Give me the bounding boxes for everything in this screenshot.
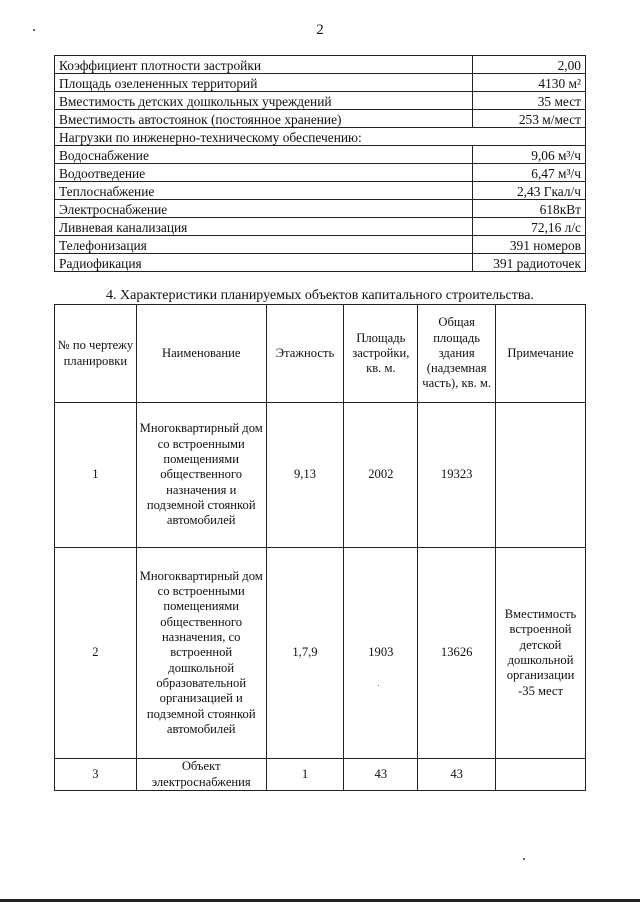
cell-number: 2	[55, 548, 137, 759]
table-row	[55, 56, 586, 74]
param-label: Вместимость детских дошкольных учреждений	[55, 92, 473, 110]
param-value: 2,43 Гкал/ч	[473, 182, 586, 200]
cell-footprint: 2002	[344, 403, 418, 548]
param-value: 391 номеров	[473, 236, 586, 254]
table-row	[55, 146, 586, 164]
param-label: Ливневая канализация	[55, 218, 473, 236]
cell-total-area: 43	[418, 759, 496, 791]
param-label: Радиофикация	[55, 254, 473, 272]
table-row	[55, 254, 586, 272]
cell-name: Объект электроснабжения	[136, 759, 266, 791]
scan-speck	[523, 858, 525, 860]
table-row	[55, 759, 586, 791]
objects-table	[54, 304, 586, 791]
table-header-row	[55, 305, 586, 403]
cell-name: Многоквартирный дом со встроенными помещениями общественного назначения, со встроенной дошкольной образовательной организацией и подземной стоянкой автомобилей	[136, 548, 266, 759]
param-value: 4130 м²	[473, 74, 586, 92]
column-header-number: № по чертежу планировки	[55, 305, 137, 403]
cell-number: 3	[55, 759, 137, 791]
table-row	[55, 403, 586, 548]
cell-note	[496, 759, 586, 791]
param-label: Водоотведение	[55, 164, 473, 182]
param-label: Вместимость автостоянок (постоянное хранение)	[55, 110, 473, 128]
page-number: 2	[316, 22, 324, 38]
param-value: 618кВт	[473, 200, 586, 218]
cell-number: 1	[55, 403, 137, 548]
param-label: Площадь озелененных территорий	[55, 74, 473, 92]
section-heading: 4. Характеристики планируемых объектов капитального строительства.	[106, 288, 534, 303]
column-header-note: Примечание	[496, 305, 586, 403]
table-row	[55, 218, 586, 236]
scan-speck	[33, 29, 35, 31]
param-value: 253 м/мест	[473, 110, 586, 128]
param-value: 9,06 м³/ч	[473, 146, 586, 164]
parameters-table	[54, 55, 586, 272]
table-row	[55, 200, 586, 218]
param-value: 35 мест	[473, 92, 586, 110]
column-header-floors: Этажность	[266, 305, 344, 403]
cell-footprint: 43	[344, 759, 418, 791]
param-group-label: Нагрузки по инженерно-техническому обеспечению:	[55, 128, 586, 146]
table-row	[55, 128, 586, 146]
table-row	[55, 164, 586, 182]
param-label: Теплоснабжение	[55, 182, 473, 200]
param-value: 72,16 л/с	[473, 218, 586, 236]
table-row	[55, 182, 586, 200]
param-value: 391 радиоточек	[473, 254, 586, 272]
cell-name: Многоквартирный дом со встроенными помещениями общественного назначения и подземной стоянкой автомобилей	[136, 403, 266, 548]
cell-floors: 1,7,9	[266, 548, 344, 759]
scan-edge-line	[0, 899, 640, 902]
param-label: Телефонизация	[55, 236, 473, 254]
table-row	[55, 110, 586, 128]
cell-note	[496, 403, 586, 548]
cell-floors: 9,13	[266, 403, 344, 548]
table-row	[55, 74, 586, 92]
param-label: Водоснабжение	[55, 146, 473, 164]
cell-floors: 1	[266, 759, 344, 791]
param-value: 6,47 м³/ч	[473, 164, 586, 182]
table-row	[55, 92, 586, 110]
cell-total-area: 19323	[418, 403, 496, 548]
param-label: Электроснабжение	[55, 200, 473, 218]
table-row	[55, 548, 586, 759]
table-row	[55, 236, 586, 254]
cell-total-area: 13626	[418, 548, 496, 759]
param-label: Коэффициент плотности застройки	[55, 56, 473, 74]
column-header-footprint: Площадь застройки, кв. м.	[344, 305, 418, 403]
cell-footprint: 1903	[344, 548, 418, 759]
param-value: 2,00	[473, 56, 586, 74]
cell-note: Вместимость встроенной детской дошкольной организации -35 мест	[496, 548, 586, 759]
column-header-name: Наименование	[136, 305, 266, 403]
column-header-total-area: Общая площадь здания (надземная часть), кв. м.	[418, 305, 496, 403]
